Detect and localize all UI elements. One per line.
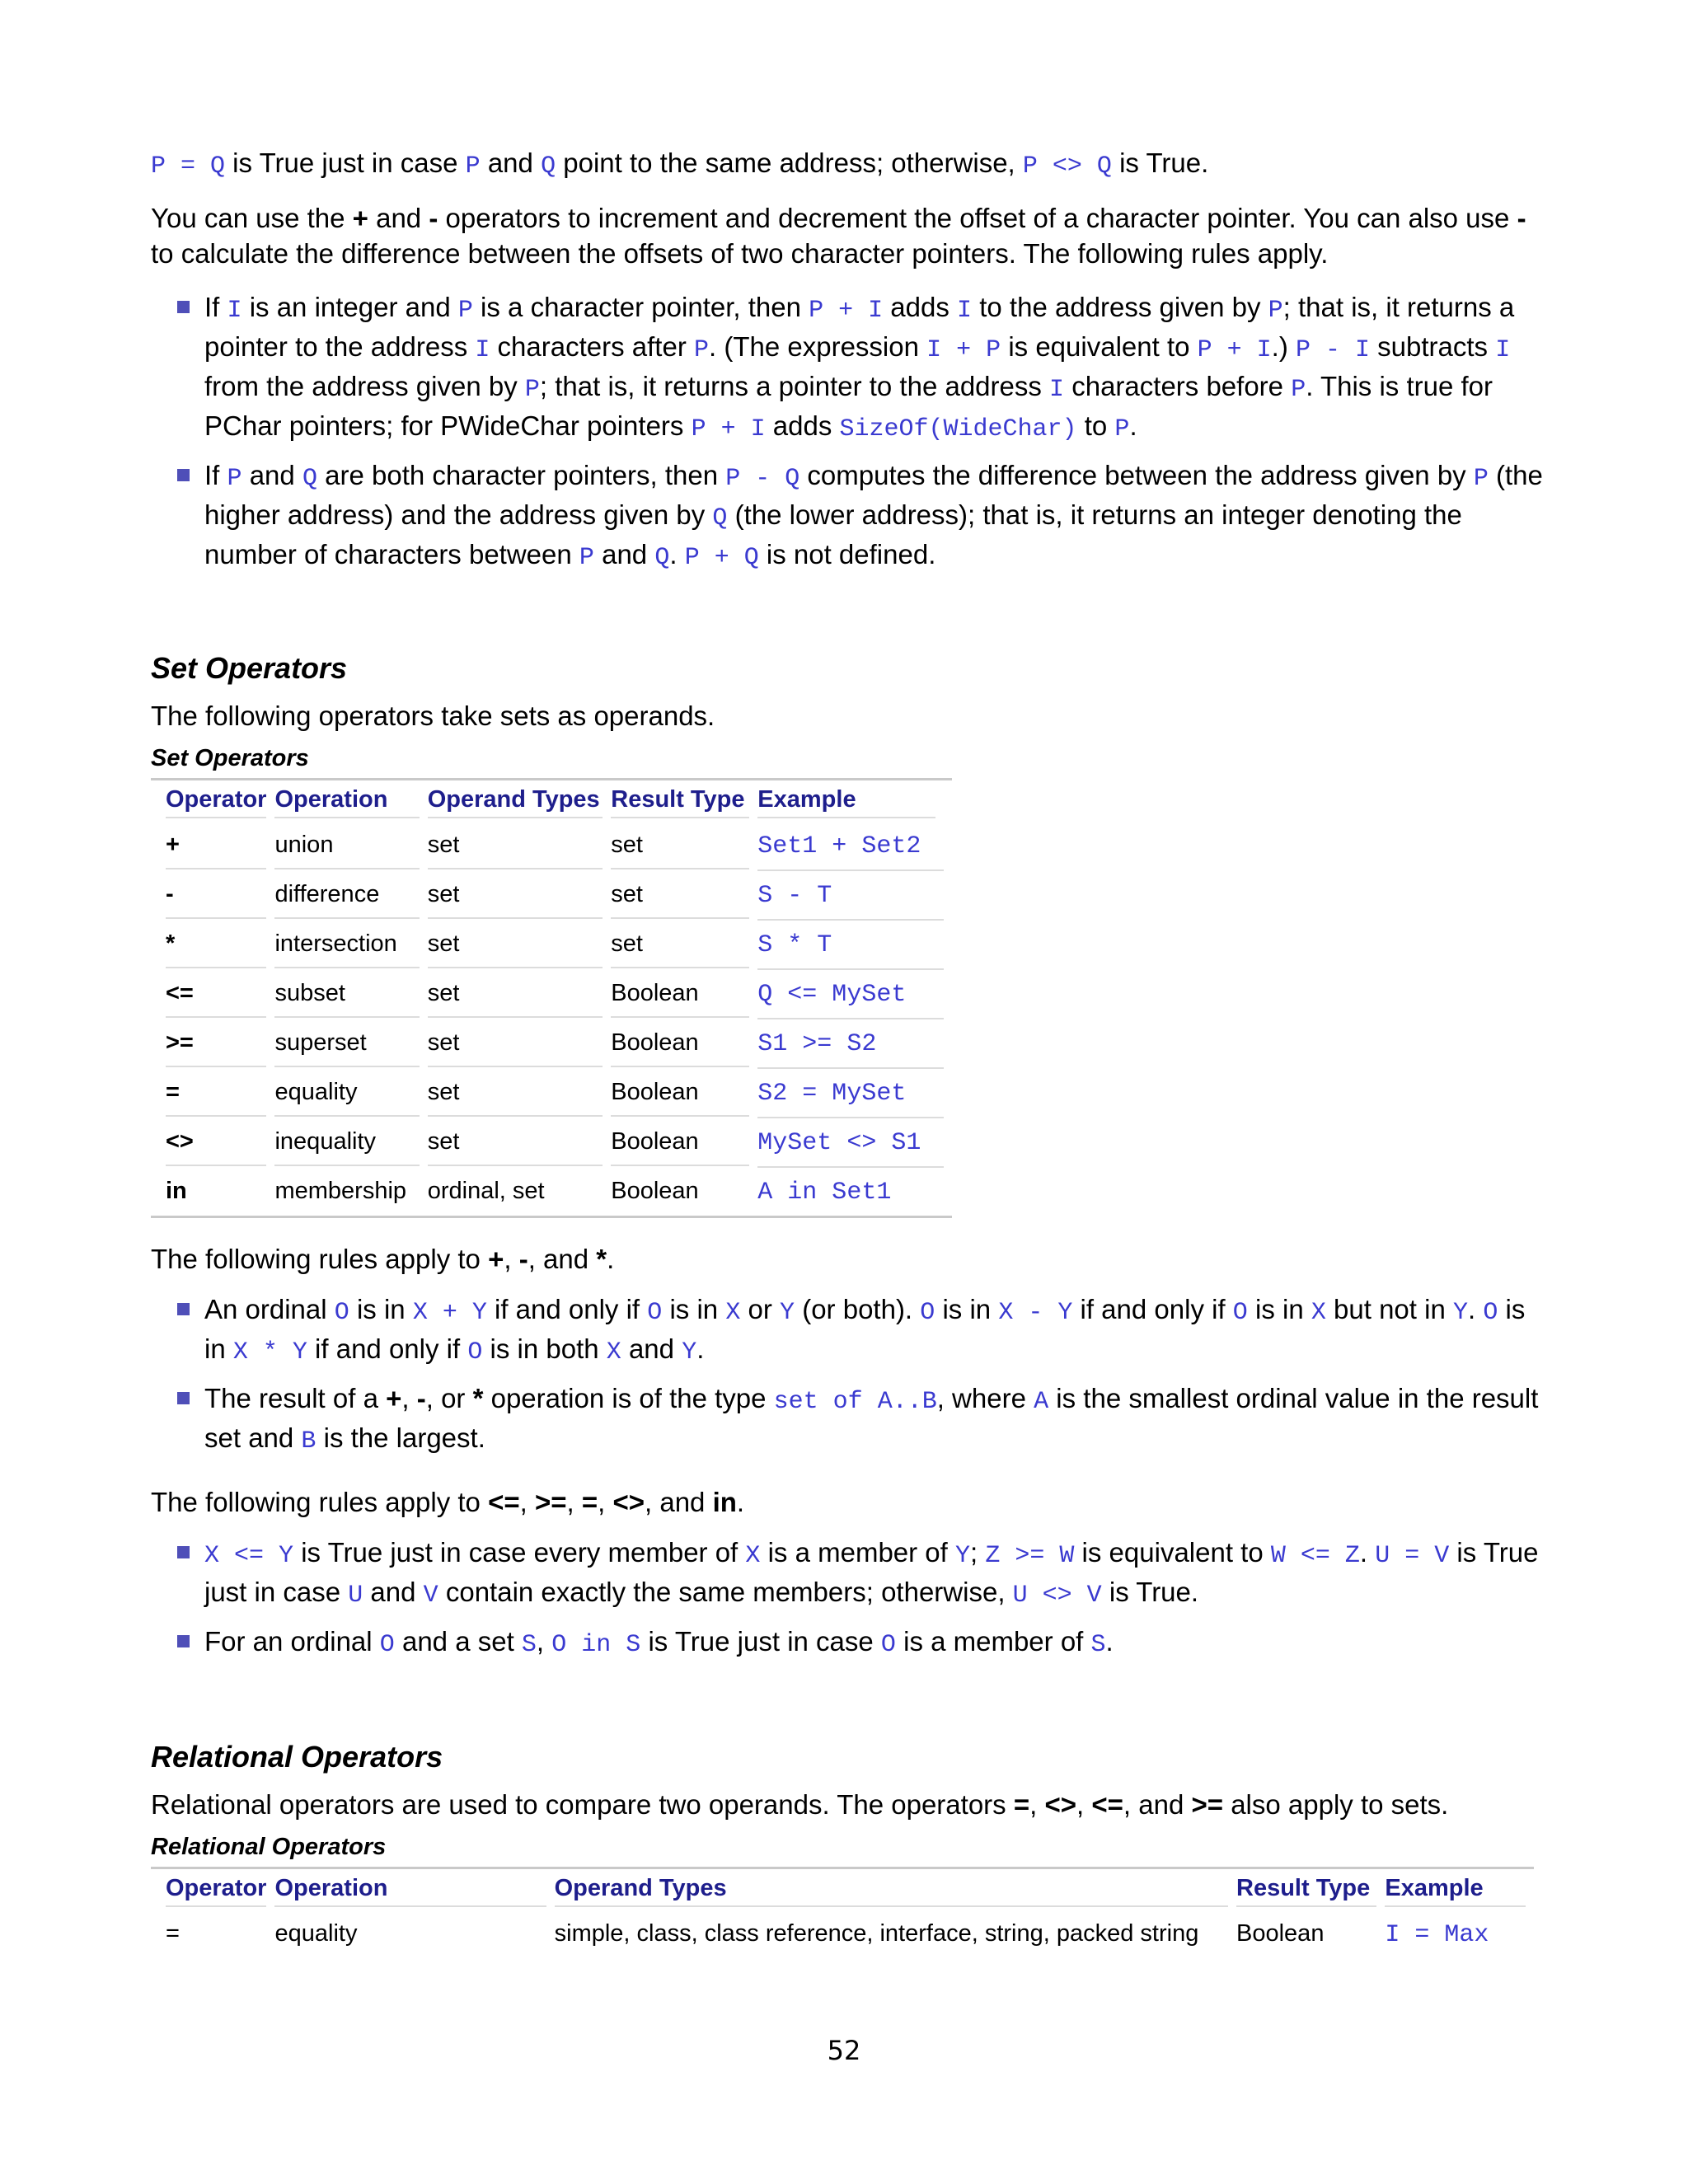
code: P - Q: [725, 465, 800, 493]
bullet-square-icon: [177, 469, 190, 481]
code: I: [957, 297, 973, 325]
bullet-square-icon: [177, 301, 190, 313]
result-type-cell: Boolean: [611, 1069, 757, 1118]
text: to the address given by: [972, 292, 1268, 322]
result-type-cell: Boolean: [611, 970, 757, 1019]
text: and: [241, 460, 302, 490]
code: I: [227, 297, 242, 325]
operator-cell: =: [166, 1920, 180, 1947]
text: adds: [883, 292, 958, 322]
code: P + I: [691, 415, 766, 443]
code: P + I: [1197, 336, 1272, 364]
set-operators-table: [151, 778, 952, 1218]
operator-cell: =: [151, 1069, 274, 1118]
relational-operators-table: [151, 1867, 1534, 1958]
result-type-cell: Boolean: [611, 1178, 699, 1204]
operation-cell: equality: [274, 1920, 358, 1947]
code: P: [1268, 297, 1283, 325]
text: ; that is, it returns a pointer to the address: [204, 292, 1515, 362]
text: point to the same address; otherwise,: [556, 148, 1023, 178]
list-item: The result of a +, -, or * operation is of the type set of A..B, where A is the smallest ordinal value in the result set and B is the largest.: [151, 1380, 1552, 1460]
code: Q: [654, 544, 670, 572]
text: operators to increment and decrement the offset of a character pointer. You can also use: [438, 203, 1517, 233]
column-header: Operator: [151, 1869, 274, 1910]
example-cell: Set1 + Set2: [757, 822, 952, 871]
operand-types-cell: set: [428, 1069, 612, 1118]
set-compare-rules-list: [151, 1535, 1552, 1663]
text: is equivalent to: [1001, 331, 1198, 362]
table-row: [151, 1910, 1534, 1958]
text: is not defined.: [758, 539, 936, 569]
text: are both character pointers, then: [316, 460, 726, 490]
text: ,: [504, 1244, 519, 1274]
text: .): [1271, 331, 1296, 362]
operand-types-cell: set: [428, 822, 612, 871]
result-type-cell: set: [611, 921, 757, 970]
text: The following rules apply to: [151, 1244, 489, 1274]
text: subtracts: [1370, 331, 1496, 362]
code: P: [465, 152, 481, 180]
bold-operator: +: [352, 203, 368, 233]
column-header: Result Type: [1236, 1869, 1385, 1910]
text: and: [368, 203, 429, 233]
operator-cell: >=: [151, 1019, 274, 1069]
operator-cell: -: [151, 871, 274, 921]
document-page: [151, 145, 1552, 1958]
operand-types-cell: ordinal, set: [427, 1178, 545, 1204]
result-type-cell: set: [611, 822, 757, 871]
result-type-cell: Boolean: [611, 1118, 757, 1168]
code: P: [694, 336, 710, 364]
text: .: [1129, 410, 1137, 441]
code: P: [1473, 465, 1489, 493]
text: and: [480, 148, 542, 178]
bullet-square-icon: [177, 1303, 190, 1315]
text: computes the difference between the address given by: [799, 460, 1474, 490]
table-row: [151, 871, 952, 921]
section-intro: The following operators take sets as operands.: [151, 701, 715, 731]
column-header: Operand Types: [555, 1869, 1236, 1910]
code: I + P: [926, 336, 1001, 364]
bold-operator: -: [518, 1244, 528, 1274]
section-intro: Relational operators are used to compare two operands. The operators =, <>, <=, and >= also apply to sets.: [151, 1789, 1449, 1820]
table-row: [151, 1069, 952, 1118]
list-item: [151, 457, 1552, 576]
text: You can use the: [151, 203, 353, 233]
column-header: Result Type: [611, 780, 757, 822]
code: P = Q: [151, 152, 226, 180]
text: from the address given by: [204, 371, 525, 401]
text: , and: [528, 1244, 597, 1274]
code: I: [1049, 376, 1065, 404]
text: (the higher address) and the address given by: [204, 460, 1543, 530]
code: P + Q: [684, 544, 759, 572]
operator-cell: *: [151, 921, 274, 970]
pointer-equality-paragraph: [151, 145, 1552, 185]
bold-operator: -: [429, 203, 438, 233]
operand-types-cell: set: [428, 1118, 612, 1168]
code: SizeOf(WideChar): [839, 415, 1077, 443]
text: If: [204, 292, 227, 322]
bold-operator: *: [596, 1244, 607, 1274]
pointer-arithmetic-paragraph: [151, 200, 1552, 271]
page-number: 52: [827, 2035, 861, 2066]
code: P: [227, 465, 242, 493]
code: P: [457, 297, 473, 325]
table-header-row: [151, 780, 952, 822]
text: .: [607, 1244, 615, 1274]
operation-cell: difference: [274, 871, 427, 921]
text: (the lower address); that is, it returns an integer denoting the number of characters between: [204, 499, 1462, 569]
operand-types-cell: set: [428, 1019, 612, 1069]
list-item: X <= Y is True just in case every member of X is a member of Y; Z >= W is equivalent to W <= Z. U = V is True just in case U and V contain exactly the same members; otherwise, U <> V is True.: [151, 1535, 1552, 1614]
text: is an integer and: [241, 292, 458, 322]
operation-cell: intersection: [274, 921, 427, 970]
example-cell: S - T: [757, 871, 952, 921]
column-header: Operator: [151, 780, 274, 822]
code: I: [475, 336, 490, 364]
table-row: [151, 1019, 952, 1069]
table-row: [151, 921, 952, 970]
list-item: An ordinal O is in X + Y if and only if O is in X or Y (or both). O is in X - Y if and only if O is in X but not in Y. O is in X * Y if and only if O is in both X and Y.: [151, 1291, 1552, 1371]
example-cell: S2 = MySet: [757, 1069, 952, 1118]
column-header: Operation: [274, 780, 427, 822]
section-heading-set-operators: Set Operators: [151, 651, 348, 685]
text: ; that is, it returns a pointer to the address: [539, 371, 1050, 401]
code: P: [579, 544, 594, 572]
set-arith-rules-intro: [151, 1241, 1552, 1277]
operator-cell: <>: [151, 1118, 274, 1168]
code: P: [1114, 415, 1130, 443]
operation-cell: superset: [274, 1019, 427, 1069]
text: is True just in case: [225, 148, 466, 178]
table-caption: Relational Operators: [151, 1834, 387, 1860]
list-item: [151, 289, 1552, 448]
text: to: [1076, 410, 1115, 441]
text: . (The expression: [709, 331, 927, 362]
example-cell: S1 >= S2: [757, 1019, 952, 1069]
bullet-square-icon: [177, 1392, 190, 1404]
text: and: [593, 539, 655, 569]
pointer-rules-list: [151, 289, 1552, 576]
result-type-cell: Boolean: [1236, 1920, 1325, 1947]
table-row: [151, 970, 952, 1019]
text: is True.: [1111, 148, 1209, 178]
code: I: [1495, 336, 1511, 364]
text: If: [204, 460, 227, 490]
code: Q: [541, 152, 556, 180]
example-cell: I = Max: [1385, 1921, 1489, 1949]
operator-cell: <=: [151, 970, 274, 1019]
bold-operator: +: [488, 1244, 504, 1274]
list-item: For an ordinal O and a set S, O in S is True just in case O is a member of S.: [151, 1624, 1552, 1663]
code: P: [524, 376, 540, 404]
code: P - I: [1295, 336, 1370, 364]
section-heading-relational-operators: Relational Operators: [151, 1740, 443, 1774]
code: P + I: [809, 297, 884, 325]
operator-cell: +: [151, 822, 274, 871]
operand-types-cell: set: [428, 871, 612, 921]
example-cell: MySet <> S1: [757, 1118, 952, 1168]
result-type-cell: set: [611, 871, 757, 921]
example-cell: Q <= MySet: [757, 970, 952, 1019]
column-header: Example: [757, 780, 952, 822]
column-header: Operation: [274, 1869, 554, 1910]
table-row: [151, 822, 952, 871]
bullet-square-icon: [177, 1546, 190, 1558]
example-cell: S * T: [757, 921, 952, 970]
column-header: Operand Types: [428, 780, 612, 822]
operation-cell: subset: [274, 970, 427, 1019]
operand-types-cell: set: [428, 970, 612, 1019]
operation-cell: membership: [274, 1178, 407, 1204]
table-row: [151, 1118, 952, 1168]
table-caption: Set Operators: [151, 745, 309, 771]
example-cell: A in Set1: [757, 1179, 892, 1207]
set-compare-rules-intro: The following rules apply to <=, >=, =, <>, and in.: [151, 1487, 745, 1517]
result-type-cell: Boolean: [611, 1019, 757, 1069]
operation-cell: union: [274, 822, 427, 871]
text: . This is true for PChar pointers; for PWideChar pointers: [204, 371, 1493, 441]
text: is a character pointer, then: [472, 292, 809, 322]
bullet-square-icon: [177, 1635, 190, 1647]
column-header: Example: [1385, 1869, 1534, 1910]
code: Q: [712, 504, 728, 532]
bold-operator: -: [1517, 203, 1526, 233]
operand-types-cell: simple, class, class reference, interface, string, packed string: [554, 1920, 1199, 1947]
text: to calculate the difference between the offsets of two character pointers. The following rules apply.: [151, 238, 1329, 269]
set-arith-rules-list: [151, 1291, 1552, 1460]
operator-cell: in: [166, 1178, 187, 1204]
text: .: [669, 539, 685, 569]
text: characters before: [1064, 371, 1292, 401]
code: P: [1291, 376, 1306, 404]
operation-cell: equality: [274, 1069, 427, 1118]
code: P <> Q: [1022, 152, 1112, 180]
table-header-row: [151, 1869, 1534, 1910]
table-row: [151, 1168, 952, 1216]
code: Q: [302, 465, 317, 493]
text: adds: [765, 410, 840, 441]
text: characters after: [490, 331, 694, 362]
operation-cell: inequality: [274, 1118, 427, 1168]
operand-types-cell: set: [428, 921, 612, 970]
